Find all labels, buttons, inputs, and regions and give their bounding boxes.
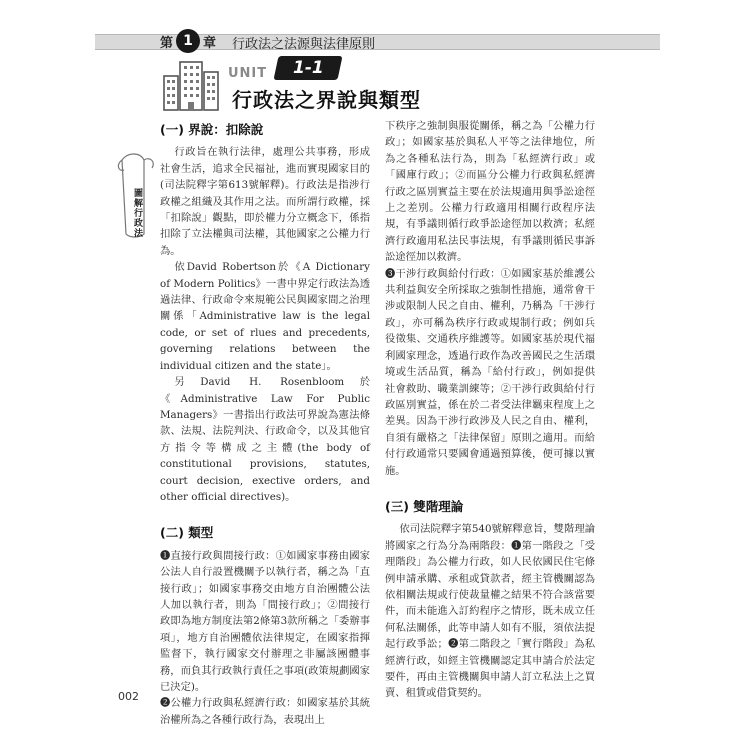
- unit-number-badge: [273, 56, 342, 80]
- paragraph: 行政旨在執行法律，處理公共事務，形成社會生活，追求全民福祉，進而實現國家目的(司法院釋字第613號解釋)。行政法是指涉行政權之組織及其作用之法。而所謂行政權，採「扣除說」觀點，即於權力分立概念下，係指扣除了立法權與司法權，其他國家之公權力行為。: [160, 146, 370, 257]
- chapter-number-badge: 1: [176, 29, 200, 53]
- right-column: [385, 118, 595, 702]
- section-heading-two-stage-theory: (三) 雙階理論: [385, 498, 464, 514]
- paragraph: ❸干涉行政與給付行政：①如國家基於維護公共利益與安全所採取之強制性措施，通常會干涉或限制人民之自由、權利，乃稱為「干涉行政」，亦可稱為秩序行政或規制行政；例如兵役徵集、交通秩序維護等。如國家基於現代福利國家理念，透過行政作為改善國民之生活環境或生活品質，稱為「給付行政」，例如提供社會救助、職業訓練等；②干涉行政與給付行政區別實益，係在於二者受法律羈束程度上之差異。因為干涉行政涉及人民之自由、權利，自須有嚴格之「法律保留」原則之適用。而給付行政通常只要國會通過預算後，便可據以實施。: [385, 267, 595, 477]
- chapter-prefix: 第: [160, 35, 174, 51]
- paragraph: 下秩序之強制與服從關係，稱之為「公權力行政」；如國家基於與私人平等之法律地位，所為之各種私法行為，則為「私經濟行政」或「國庫行政」；②而區分公權力行政與私經濟行政之區別實益主要在於法規適用與爭訟途徑上之差別。公權力行政適用相關行政程序法規，有爭議則循行政爭訟途徑加以救濟；私經濟行政適用私法民事法規，有爭議則循民事訴訟途徑加以救濟。: [385, 120, 595, 264]
- side-label: 圖解行政法: [132, 188, 142, 238]
- paragraph: 依司法院釋字第540號解釋意旨，雙階理論將國家之行為分為兩階段：❶第一階段之「受理階段」為公權力行政，如人民依國民住宅條例申請承購、承租或貸款者，經主管機關認為依相關法規或行使裁量權之結果不符合該當要件，而未能進入訂約程序之情形，既未成立任何私法關係，此等申請人如有不服，須依法提起行政爭訟；❷第二階段之「實行階段」為私經濟行政，如經主管機關認定其申請合於法定要件，再由主管機關與申請人訂立私法上之買賣、租賃或借貸契約。: [385, 523, 595, 700]
- chapter-title: 行政法之法源與法律原則: [232, 37, 376, 52]
- unit-label: UNIT: [228, 66, 268, 81]
- section-heading-definition: (一) 界說：扣除說: [160, 122, 264, 137]
- page-number: 002: [118, 690, 139, 703]
- paragraph: 依David Robertson於《A Dictionary of Modern Politics》一書中界定行政法為透過法律、行政命令來規範公民與國家間之治理關係「Administrative law is the legal code, or set of rlues and precedents, governing relations between the individual citizen and the state」。: [160, 261, 370, 372]
- section-heading-types: (二) 類型: [160, 525, 214, 541]
- paragraph: 另David H. Rosenbloom於《Administrative Law For Public Managers》一書指出行政法可界說為憲法條款、法規、法院判決、行政命令，以及其他官方指令等構成之主體(the body of constitutional provisions, statutes, court decision, exective orders, and other official directives)。: [160, 376, 370, 503]
- paragraph: ❶直接行政與間接行政：①如國家事務由國家公法人自行設置機關予以執行者，稱之為「直接行政」；如國家事務交由地方自治團體公法人加以執行者，則為「間接行政」；②間接行政即為地方制度法第2條第3款所稱之「委辦事項」，地方自治團體依法律規定，在國家指揮監督下，執行國家交付辦理之非屬該團體事務，而負其行政執行責任之事項(政策規劃國家已決定)。: [160, 549, 370, 693]
- unit-number: 1-1: [292, 58, 324, 78]
- unit-title: 行政法之界說與類型: [232, 88, 421, 112]
- chapter-suffix: 章: [203, 35, 217, 51]
- left-column: [160, 118, 370, 728]
- paragraph: ❷公權力行政與私經濟行政：如國家基於其統治權所為之各種行政行為，表現出上: [160, 697, 370, 726]
- building-icon: [162, 60, 220, 112]
- chapter-label: [160, 30, 216, 52]
